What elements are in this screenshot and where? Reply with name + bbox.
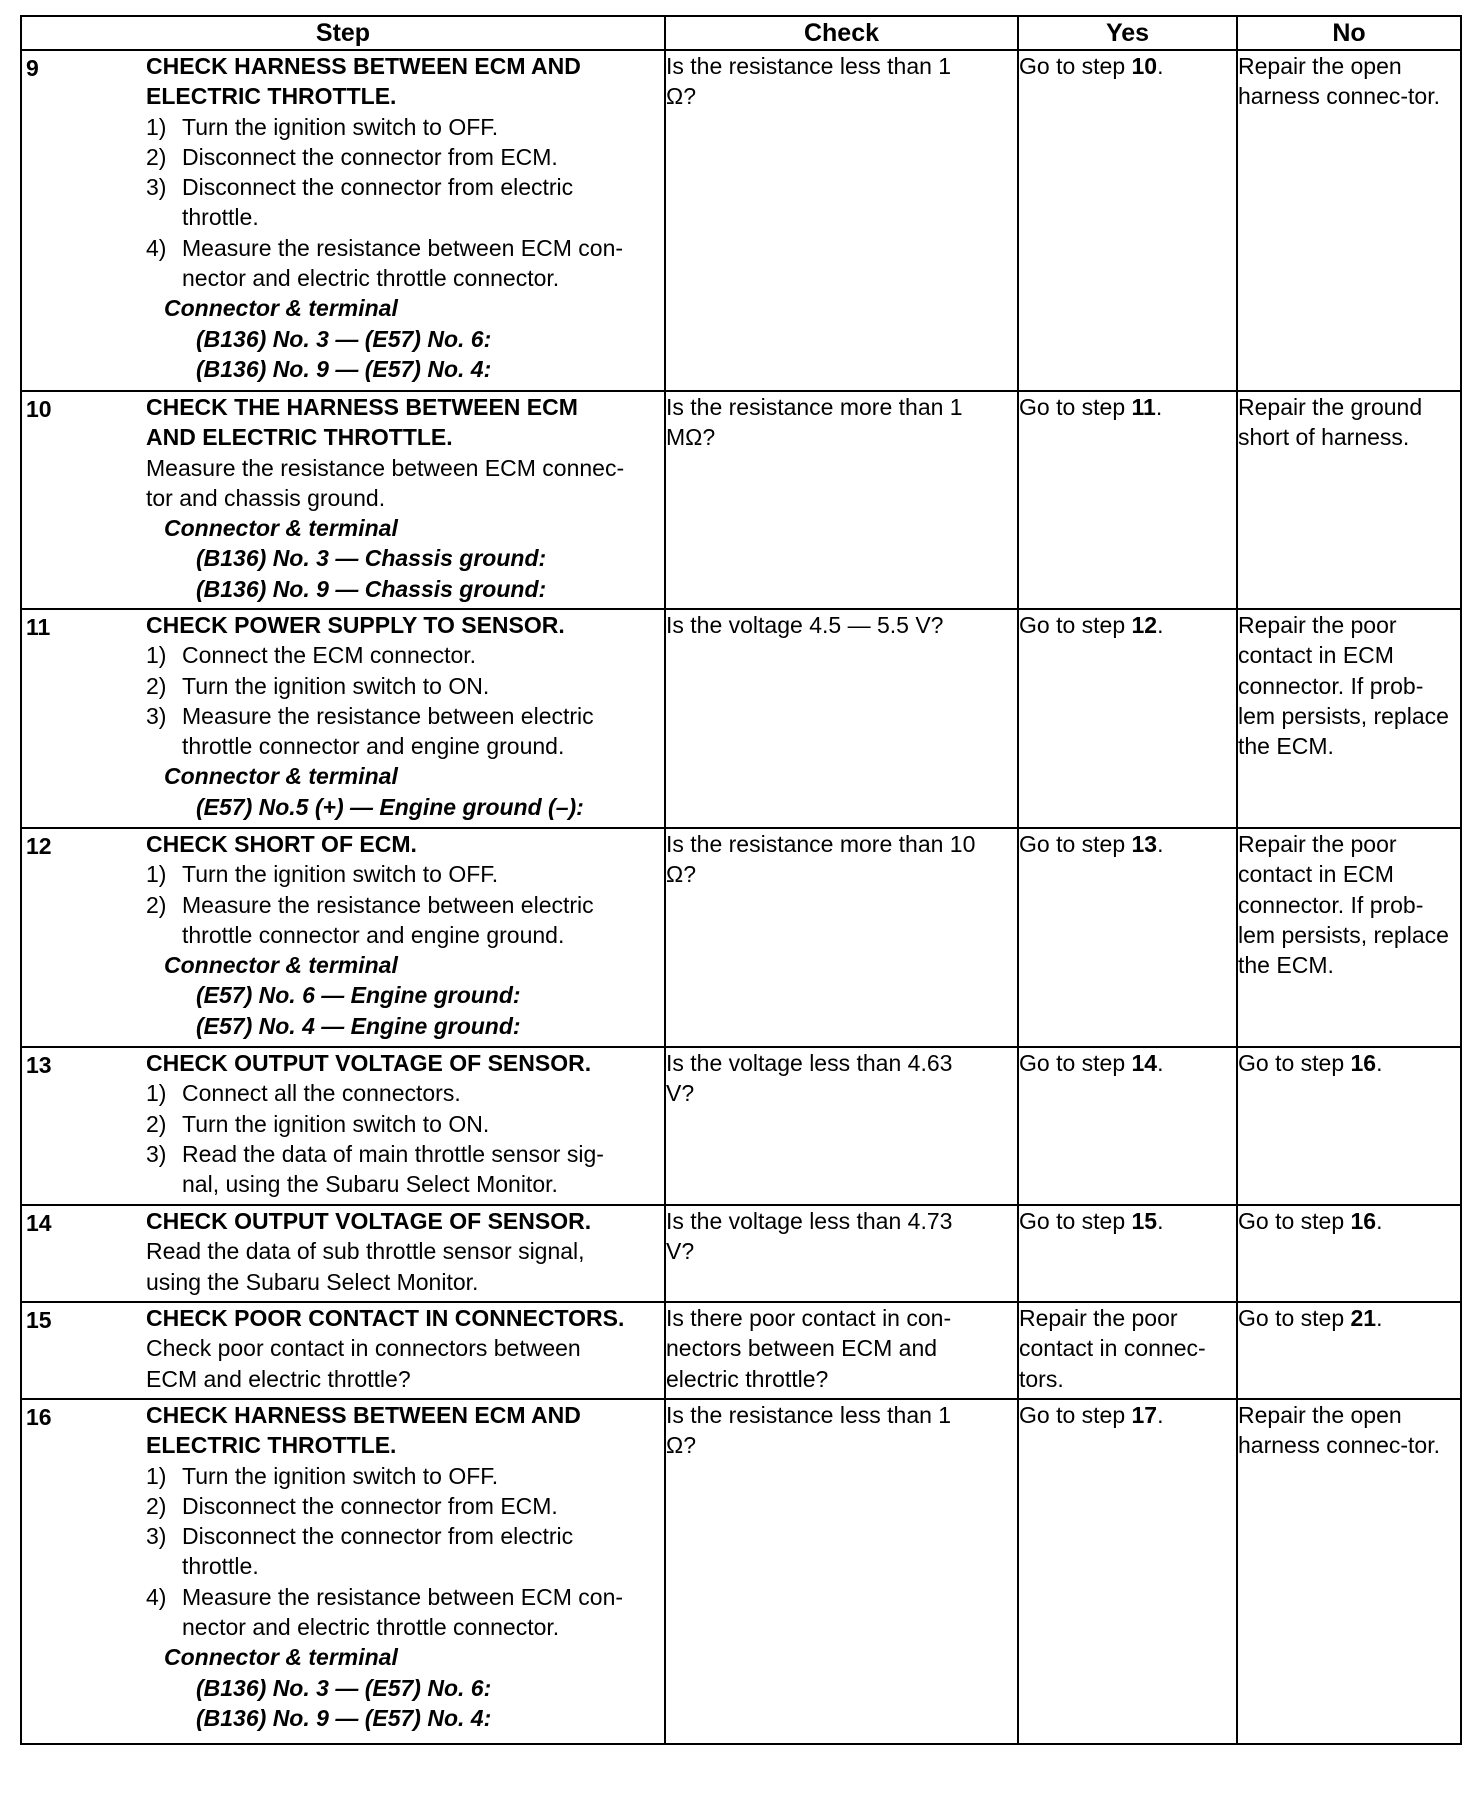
check-cell	[665, 50, 1018, 391]
step-number: 11	[26, 614, 51, 640]
table-row	[21, 50, 1461, 391]
step-body	[22, 1303, 664, 1394]
yes-cell	[1018, 1302, 1237, 1399]
table-row	[21, 1302, 1461, 1399]
step-body	[22, 1206, 664, 1297]
check-cell	[665, 609, 1018, 828]
step-body	[22, 1048, 664, 1199]
yes-step-ref: 10	[1131, 53, 1158, 79]
procedure-item-line: nal, using the Subaru Select Monitor.	[182, 1171, 558, 1198]
step-cell	[21, 1399, 665, 1744]
procedure-item-number: 2)	[146, 1110, 167, 1137]
step-title: CHECK THE HARNESS BETWEEN ECM	[146, 394, 578, 420]
procedure-item	[146, 1078, 664, 1108]
procedure-item	[146, 1521, 664, 1582]
check-question-line: Ω?	[666, 861, 696, 888]
step-instruction-line: ECM and electric throttle?	[146, 1365, 411, 1392]
yes-step-ref: 15	[1131, 1208, 1158, 1234]
procedure-item-line: Measure the resistance between electric	[182, 891, 594, 918]
check-cell	[665, 828, 1018, 1047]
procedure-item-line: throttle.	[182, 204, 259, 231]
step-instruction-line: Check poor contact in connectors between	[146, 1335, 581, 1362]
check-cell	[665, 1302, 1018, 1399]
header-no: No	[1237, 16, 1461, 50]
table-row	[21, 609, 1461, 828]
no-cell	[1237, 1302, 1461, 1399]
procedure-item-number: 2)	[146, 672, 167, 699]
yes-action-text: Go to step	[1019, 1050, 1132, 1076]
connector-terminal-label: Connector & terminal	[164, 952, 398, 979]
no-action-text: Repair the open harness connec-tor.	[1238, 1402, 1441, 1459]
step-title: CHECK SHORT OF ECM.	[146, 831, 417, 857]
procedure-item-number: 3)	[146, 1140, 167, 1167]
yes-cell	[1018, 1399, 1237, 1744]
step-number: 9	[26, 55, 39, 81]
check-question-line: Ω?	[666, 83, 696, 110]
connector-terminal-label: Connector & terminal	[164, 295, 398, 322]
step-title: CHECK HARNESS BETWEEN ECM AND	[146, 53, 581, 79]
step-body	[22, 1400, 664, 1733]
step-title: ELECTRIC THROTTLE.	[146, 1432, 397, 1459]
yes-step-ref: 11	[1131, 394, 1156, 420]
step-number: 14	[26, 1210, 52, 1236]
connector-terminal-line: (E57) No.5 (+) — Engine ground (–):	[196, 793, 584, 820]
procedure-item-line: Measure the resistance between ECM con-	[182, 234, 624, 261]
step-body	[22, 392, 664, 604]
procedure-item-number: 1)	[146, 1080, 167, 1107]
yes-cell	[1018, 1205, 1237, 1302]
yes-action-suffix: .	[1155, 394, 1163, 420]
procedure-item-line: Disconnect the connector from ECM.	[182, 1492, 558, 1519]
step-instruction-line: using the Subaru Select Monitor.	[146, 1268, 479, 1295]
connector-terminal-line: (E57) No. 4 — Engine ground:	[196, 1012, 521, 1039]
procedure-item-line: Measure the resistance between ECM con-	[182, 1583, 624, 1610]
step-cell	[21, 1047, 665, 1205]
no-action-suffix: .	[1376, 1208, 1383, 1234]
no-action-text: Repair the poor contact in ECM connector. If prob-lem persists, replace the ECM.	[1238, 831, 1449, 979]
procedure-item-line: nector and electric throttle connector.	[182, 1614, 560, 1641]
procedure-item-number: 3)	[146, 702, 167, 729]
no-cell	[1237, 391, 1461, 609]
procedure-item	[146, 859, 664, 889]
yes-action-suffix: .	[1157, 1050, 1164, 1076]
procedure-item-line: Read the data of main throttle sensor sig-	[182, 1140, 604, 1167]
header-step: Step	[21, 16, 665, 50]
procedure-item-number: 1)	[146, 113, 167, 140]
check-cell	[665, 391, 1018, 609]
check-question-line: Is the voltage 4.5 — 5.5 V?	[666, 612, 944, 638]
step-cell	[21, 1205, 665, 1302]
yes-action-text: Repair the poor contact in connec-tors.	[1019, 1305, 1206, 1392]
step-number: 15	[26, 1307, 52, 1333]
procedure-item	[146, 1582, 664, 1643]
procedure-item	[146, 1461, 664, 1491]
yes-action-text: Go to step	[1019, 831, 1132, 857]
check-question-line: MΩ?	[666, 424, 716, 451]
yes-cell	[1018, 828, 1237, 1047]
procedure-item	[146, 233, 664, 294]
connector-terminal-line: (B136) No. 9 — (E57) No. 4:	[196, 355, 492, 382]
step-title: AND ELECTRIC THROTTLE.	[146, 424, 453, 451]
connector-terminal-line: (B136) No. 3 — Chassis ground:	[196, 545, 547, 572]
procedure-item-line: nector and electric throttle connector.	[182, 265, 560, 292]
procedure-item	[146, 1491, 664, 1521]
no-cell	[1237, 1399, 1461, 1744]
procedure-item-number: 4)	[146, 234, 167, 261]
step-number: 13	[26, 1052, 52, 1078]
procedure-item-number: 3)	[146, 1523, 167, 1550]
no-step-ref: 21	[1350, 1305, 1377, 1331]
procedure-item-line: Connect the ECM connector.	[182, 642, 477, 669]
step-body	[22, 610, 664, 822]
step-cell	[21, 609, 665, 828]
procedure-item	[146, 1139, 664, 1200]
procedure-item-number: 2)	[146, 143, 167, 170]
check-question-line: Is the resistance less than 1	[666, 1402, 952, 1428]
step-body	[22, 51, 664, 384]
step-body	[22, 829, 664, 1041]
yes-action-text: Go to step	[1019, 53, 1132, 79]
step-instruction-line: tor and chassis ground.	[146, 484, 386, 511]
yes-cell	[1018, 50, 1237, 391]
no-action-text: Repair the poor contact in ECM connector. If prob-lem persists, replace the ECM.	[1238, 612, 1449, 760]
step-cell	[21, 50, 665, 391]
step-instruction-line: Read the data of sub throttle sensor signal,	[146, 1238, 585, 1265]
connector-terminal-line: (B136) No. 9 — (E57) No. 4:	[196, 1704, 492, 1731]
no-action-text: Go to step	[1238, 1050, 1351, 1076]
step-title: ELECTRIC THROTTLE.	[146, 83, 397, 110]
procedure-item-line: Connect all the connectors.	[182, 1080, 461, 1107]
check-question-line: Is the resistance more than 10	[666, 831, 976, 857]
header-yes: Yes	[1018, 16, 1237, 50]
check-question-line: Ω?	[666, 1432, 696, 1459]
procedure-item-line: Turn the ignition switch to ON.	[182, 1110, 490, 1137]
step-number: 12	[26, 833, 52, 859]
table-row	[21, 391, 1461, 609]
yes-action-suffix: .	[1157, 1402, 1164, 1428]
yes-action-text: Go to step	[1019, 394, 1132, 420]
step-title: CHECK POWER SUPPLY TO SENSOR.	[146, 612, 565, 638]
connector-terminal-label: Connector & terminal	[164, 763, 398, 790]
step-cell	[21, 391, 665, 609]
table-row	[21, 1205, 1461, 1302]
yes-cell	[1018, 1047, 1237, 1205]
procedure-item-line: throttle connector and engine ground.	[182, 921, 565, 948]
connector-terminal-label: Connector & terminal	[164, 1644, 398, 1671]
procedure-item	[146, 172, 664, 233]
procedure-item-line: throttle connector and engine ground.	[182, 733, 565, 760]
yes-action-suffix: .	[1157, 1208, 1164, 1234]
procedure-item	[146, 112, 664, 142]
yes-step-ref: 12	[1131, 612, 1158, 638]
no-action-suffix: .	[1376, 1305, 1383, 1331]
diagnostic-table	[20, 15, 1462, 1745]
check-question-line: Is the resistance more than 1	[666, 394, 963, 420]
no-step-ref: 16	[1350, 1050, 1377, 1076]
step-cell	[21, 828, 665, 1047]
procedure-item-line: Disconnect the connector from electric	[182, 174, 574, 201]
no-cell	[1237, 1047, 1461, 1205]
procedure-item-line: Turn the ignition switch to ON.	[182, 672, 490, 699]
no-action-suffix: .	[1376, 1050, 1383, 1076]
procedure-item-line: Disconnect the connector from ECM.	[182, 143, 558, 170]
check-question-line: nectors between ECM and	[666, 1335, 938, 1362]
check-question-line: Is the resistance less than 1	[666, 53, 952, 79]
procedure-item-line: throttle.	[182, 1553, 259, 1580]
check-question-line: V?	[666, 1080, 695, 1107]
yes-action-suffix: .	[1157, 612, 1164, 638]
table-row	[21, 1399, 1461, 1744]
procedure-item	[146, 701, 664, 762]
procedure-item-number: 3)	[146, 174, 167, 201]
connector-terminal-line: (B136) No. 3 — (E57) No. 6:	[196, 325, 492, 352]
check-question-line: electric throttle?	[666, 1365, 829, 1392]
procedure-item	[146, 890, 664, 951]
no-action-text: Go to step	[1238, 1305, 1351, 1331]
check-cell	[665, 1047, 1018, 1205]
step-title: CHECK HARNESS BETWEEN ECM AND	[146, 1402, 581, 1428]
yes-action-suffix: .	[1157, 831, 1164, 857]
step-number: 16	[26, 1404, 52, 1430]
no-action-text: Repair the open harness connec-tor.	[1238, 53, 1441, 110]
no-action-text: Go to step	[1238, 1208, 1351, 1234]
yes-step-ref: 14	[1131, 1050, 1158, 1076]
connector-terminal-line: (B136) No. 3 — (E57) No. 6:	[196, 1674, 492, 1701]
step-cell	[21, 1302, 665, 1399]
check-question-line: V?	[666, 1238, 695, 1265]
procedure-item-number: 4)	[146, 1583, 167, 1610]
check-question-line: Is the voltage less than 4.63	[666, 1050, 953, 1076]
no-cell	[1237, 609, 1461, 828]
table-header-row	[21, 16, 1461, 50]
procedure-item-line: Turn the ignition switch to OFF.	[182, 861, 499, 888]
header-check: Check	[665, 16, 1018, 50]
yes-action-text: Go to step	[1019, 612, 1132, 638]
procedure-item	[146, 671, 664, 701]
procedure-item-number: 1)	[146, 1462, 167, 1489]
yes-cell	[1018, 391, 1237, 609]
yes-cell	[1018, 609, 1237, 828]
procedure-item	[146, 640, 664, 670]
diagnostic-procedure-sheet	[20, 15, 1462, 1745]
yes-action-text: Go to step	[1019, 1402, 1132, 1428]
table-row	[21, 1047, 1461, 1205]
procedure-item-line: Measure the resistance between electric	[182, 702, 594, 729]
no-step-ref: 16	[1350, 1208, 1377, 1234]
connector-terminal-line: (B136) No. 9 — Chassis ground:	[196, 575, 547, 602]
check-cell	[665, 1399, 1018, 1744]
yes-step-ref: 17	[1131, 1402, 1158, 1428]
check-question-line: Is the voltage less than 4.73	[666, 1208, 953, 1234]
connector-terminal-label: Connector & terminal	[164, 515, 398, 542]
procedure-item-number: 2)	[146, 1492, 167, 1519]
no-cell	[1237, 828, 1461, 1047]
no-cell	[1237, 50, 1461, 391]
step-title: CHECK POOR CONTACT IN CONNECTORS.	[146, 1305, 625, 1331]
yes-action-suffix: .	[1157, 53, 1164, 79]
table-body	[21, 50, 1461, 1744]
table-row	[21, 828, 1461, 1047]
no-action-text: Repair the ground short of harness.	[1238, 394, 1423, 451]
procedure-item-line: Disconnect the connector from electric	[182, 1523, 574, 1550]
procedure-item-line: Turn the ignition switch to OFF.	[182, 113, 499, 140]
check-question-line: Is there poor contact in con-	[666, 1305, 952, 1331]
yes-step-ref: 13	[1131, 831, 1158, 857]
procedure-item	[146, 142, 664, 172]
step-title: CHECK OUTPUT VOLTAGE OF SENSOR.	[146, 1208, 592, 1234]
check-cell	[665, 1205, 1018, 1302]
procedure-item-line: Turn the ignition switch to OFF.	[182, 1462, 499, 1489]
yes-action-text: Go to step	[1019, 1208, 1132, 1234]
no-cell	[1237, 1205, 1461, 1302]
procedure-item	[146, 1109, 664, 1139]
step-instruction-line: Measure the resistance between ECM connec-	[146, 454, 625, 481]
procedure-item-number: 1)	[146, 642, 167, 669]
step-title: CHECK OUTPUT VOLTAGE OF SENSOR.	[146, 1050, 592, 1076]
connector-terminal-line: (E57) No. 6 — Engine ground:	[196, 982, 521, 1009]
procedure-item-number: 2)	[146, 891, 167, 918]
step-number: 10	[26, 396, 52, 422]
procedure-item-number: 1)	[146, 861, 167, 888]
